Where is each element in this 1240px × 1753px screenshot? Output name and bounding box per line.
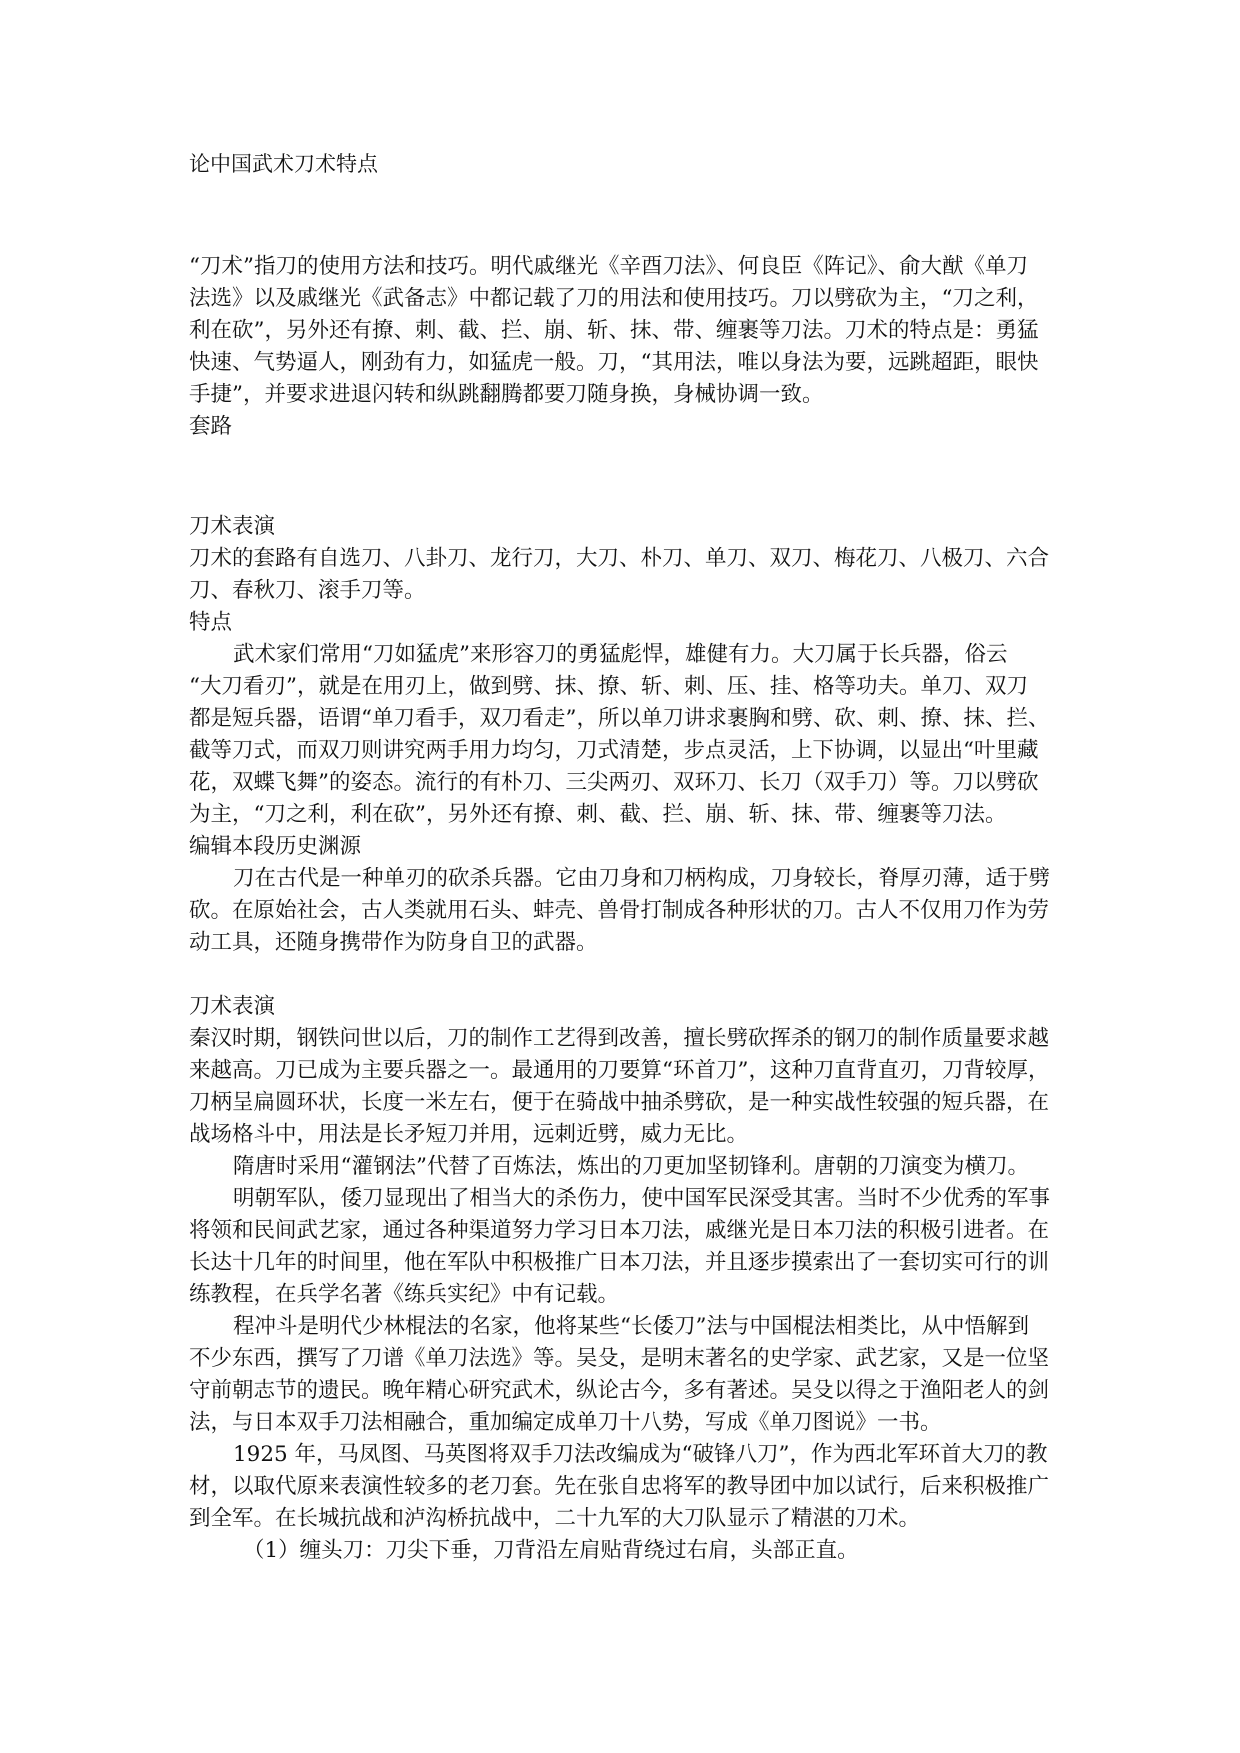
- intro-line: 手捷”，并要求进退闪转和纵跳翻腾都要刀随身换，身械协调一致。: [189, 382, 824, 407]
- tedian-line: 花，双蝶飞舞”的姿态。流行的有朴刀、三尖两刃、双环刀、长刀（双手刀）等。刀以劈砍: [189, 770, 1039, 795]
- chengchongdou-line: 守前朝志节的遗民。晚年精心研究武术，纵论古今，多有著述。吴殳以得之于渔阳老人的剑: [189, 1378, 1050, 1403]
- intro-line: 利在砍”，另外还有撩、刺、截、拦、崩、斩、抹、带、缠裹等刀法。刀术的特点是：勇猛: [189, 318, 1039, 343]
- lishi-line: 动工具，还随身携带作为防身自卫的武器。: [189, 930, 598, 955]
- heading-biaoyan: 刀术表演: [189, 994, 276, 1019]
- mingchao-line: 长达十几年的时间里，他在军队中积极推广日本刀法，并且逐步摸索出了一套切实可行的训: [189, 1250, 1050, 1275]
- chantou-line: （1）缠头刀：刀尖下垂，刀背沿左肩贴背绕过右肩，头部正直。: [243, 1538, 859, 1563]
- tedian-line: 截等刀式，而双刀则讲究两手用力均匀，刀式清楚，步点灵活，上下协调，以显出“叶里藏: [189, 738, 1039, 763]
- heading-lishi: 编辑本段历史渊源: [189, 834, 362, 859]
- tedian-line: 都是短兵器，语谓“单刀看手，双刀看走”，所以单刀讲求裹胸和劈、砍、刺、撩、抹、拦、: [189, 706, 1050, 731]
- intro-line: “刀术”指刀的使用方法和技巧。明代戚继光《辛酉刀法》、何良臣《阵记》、俞大猷《单刀: [189, 254, 1028, 279]
- chengchongdou-line: 程冲斗是明代少林棍法的名家，他将某些“长倭刀”法与中国棍法相类比，从中悟解到: [233, 1314, 1029, 1339]
- qinhan-line: 刀柄呈扁圆环状，长度一米左右，便于在骑战中抽杀劈砍，是一种实战性较强的短兵器，在: [189, 1090, 1050, 1115]
- taolu-line: 刀、春秋刀、滚手刀等。: [189, 578, 426, 603]
- suitang-line: 隋唐时采用“灌钢法”代替了百炼法，炼出的刀更加坚韧锋利。唐朝的刀演变为横刀。: [233, 1154, 1029, 1179]
- qinhan-line: 来越高。刀已成为主要兵器之一。最通用的刀要算“环首刀”，这种刀直背直刃，刀背较厚，: [189, 1058, 1050, 1083]
- heading-taolu: 套路: [189, 414, 233, 439]
- lishi-line: 刀在古代是一种单刃的砍杀兵器。它由刀身和刀柄构成，刀身较长，脊厚刃薄，适于劈: [233, 866, 1051, 891]
- tedian-line: 武术家们常用“刀如猛虎”来形容刀的勇猛彪悍，雄健有力。大刀属于长兵器，俗云: [233, 642, 1008, 667]
- taolu-line: 刀术的套路有自选刀、八卦刀、龙行刀，大刀、朴刀、单刀、双刀、梅花刀、八极刀、六合: [189, 546, 1050, 571]
- qinhan-line: 秦汉时期，钢铁问世以后，刀的制作工艺得到改善，擅长劈砍挥杀的钢刀的制作质量要求越: [189, 1026, 1050, 1051]
- lishi-line: 砍。在原始社会，古人类就用石头、蚌壳、兽骨打制成各种形状的刀。古人不仅用刀作为劳: [189, 898, 1050, 923]
- chengchongdou-line: 法，与日本双手刀法相融合，重加编定成单刀十八势，写成《单刀图说》一书。: [189, 1410, 942, 1435]
- document-title: 论中国武术刀术特点: [189, 152, 378, 176]
- tedian-line: “大刀看刃”，就是在用刃上，做到劈、抹、撩、斩、刺、压、挂、格等功夫。单刀、双刀: [189, 674, 1028, 699]
- year1925-line: 材，以取代原来表演性较多的老刀套。先在张自忠将军的教导团中加以试行，后来积极推广: [189, 1474, 1050, 1499]
- heading-biaoyan: 刀术表演: [189, 514, 276, 539]
- year1925-line: 到全军。在长城抗战和泸沟桥抗战中，二十九军的大刀队显示了精湛的刀术。: [189, 1506, 921, 1531]
- intro-line: 法选》以及戚继光《武备志》中都记载了刀的用法和使用技巧。刀以劈砍为主，“刀之利，: [189, 286, 1039, 311]
- tedian-line: 为主，“刀之利，利在砍”，另外还有撩、刺、截、拦、崩、斩、抹、带、缠裹等刀法。: [189, 802, 1007, 827]
- qinhan-line: 战场格斗中，用法是长矛短刀并用，远刺近劈，威力无比。: [189, 1122, 749, 1147]
- year1925-line: 1925 年，马凤图、马英图将双手刀法改编成为“破锋八刀”，作为西北军环首大刀的教: [233, 1442, 1048, 1467]
- mingchao-line: 将领和民间武艺家，通过各种渠道努力学习日本刀法，戚继光是日本刀法的积极引进者。在: [189, 1218, 1050, 1243]
- chengchongdou-line: 不少东西，撰写了刀谱《单刀法选》等。吴殳，是明末著名的史学家、武艺家，又是一位坚: [189, 1346, 1050, 1371]
- mingchao-line: 练教程，在兵学名著《练兵实纪》中有记载。: [189, 1282, 620, 1307]
- heading-tedian: 特点: [189, 610, 233, 635]
- intro-line: 快速、气势逼人，刚劲有力，如猛虎一般。刀，“其用法，唯以身法为要，远跳超距，眼快: [189, 350, 1039, 375]
- mingchao-line: 明朝军队，倭刀显现出了相当大的杀伤力，使中国军民深受其害。当时不少优秀的军事: [233, 1186, 1051, 1211]
